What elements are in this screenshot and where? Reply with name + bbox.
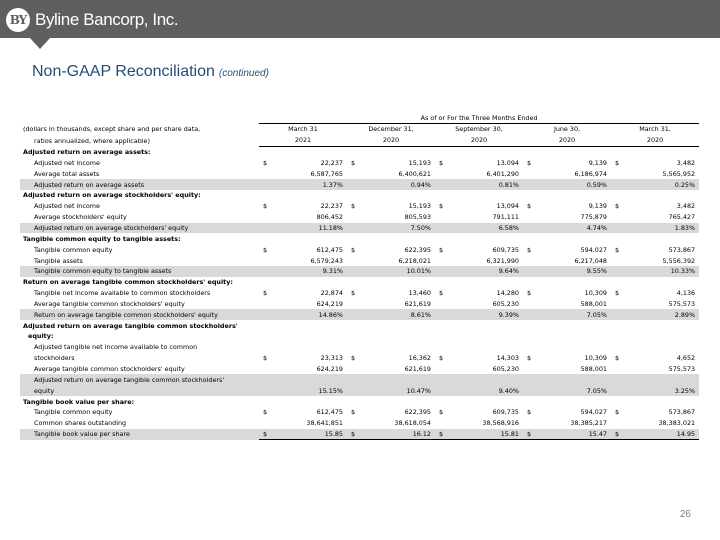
- currency-symbol: [259, 168, 269, 179]
- value-cell: 621,619: [404, 299, 431, 308]
- value-cell: 1.83%: [621, 223, 699, 234]
- column-header-year: 2021: [259, 135, 347, 146]
- currency-symbol: $: [527, 289, 532, 298]
- table-row: [20, 353, 699, 364]
- currency-symbol: [347, 168, 357, 179]
- section-heading-row: [20, 146, 699, 157]
- value-cell: 6,217,048: [574, 256, 607, 265]
- currency-symbol: [611, 418, 621, 429]
- value-cell: 9,139: [588, 202, 607, 211]
- value-cell: 38,618,054: [394, 419, 431, 428]
- value-cell: 0.59%: [533, 179, 611, 190]
- value-cell: 14.95: [621, 429, 699, 440]
- value-cell: 5,556,392: [662, 256, 696, 265]
- currency-symbol: $: [263, 354, 268, 363]
- value-cell: 622,395: [404, 245, 431, 254]
- row-label: stockholders: [34, 354, 75, 363]
- byline-logo: [6, 8, 178, 32]
- section-heading: Return on average tangible common stockholders' equity:: [23, 278, 233, 287]
- currency-symbol: [611, 179, 621, 190]
- column-header-row-1: [20, 124, 699, 135]
- column-header-period: March 31: [288, 125, 318, 134]
- row-label: Tangible net income available to common stockholders: [34, 289, 211, 298]
- value-cell: 15,193: [408, 202, 431, 211]
- currency-symbol: [523, 309, 533, 320]
- currency-symbol: $: [263, 202, 268, 211]
- table-row: [20, 429, 699, 440]
- currency-symbol: [611, 255, 621, 266]
- banner-notch: [30, 38, 50, 49]
- currency-symbol: [435, 385, 445, 396]
- column-header-year: 2020: [611, 135, 699, 146]
- value-cell: 575,573: [668, 299, 696, 308]
- currency-symbol: $: [351, 289, 356, 298]
- currency-symbol: [259, 385, 269, 396]
- value-cell: 4,136: [676, 289, 696, 298]
- reconciliation-table: [20, 113, 699, 440]
- value-cell: 6,186,974: [574, 169, 607, 178]
- value-cell: 7.05%: [533, 385, 611, 396]
- currency-symbol: [611, 212, 621, 223]
- section-heading: Adjusted return on average stockholders' equity:: [23, 191, 201, 200]
- value-cell: 15.81: [445, 429, 523, 440]
- value-cell: 22,237: [320, 158, 343, 167]
- value-cell: 609,735: [492, 408, 519, 417]
- value-cell: 23,313: [320, 354, 343, 363]
- currency-symbol: [611, 364, 621, 375]
- currency-symbol: $: [439, 354, 444, 363]
- value-cell: 15,193: [408, 158, 431, 167]
- currency-symbol: [347, 364, 357, 375]
- column-header-row-2: [20, 135, 699, 146]
- currency-symbol: $: [527, 354, 532, 363]
- section-heading: Tangible common equity to tangible assets:: [23, 234, 181, 243]
- currency-symbol: [435, 309, 445, 320]
- table-description-line1: (dollars in thousands, except share and per share data,: [23, 125, 201, 134]
- row-label: Tangible book value per share: [20, 429, 259, 440]
- currency-symbol: $: [615, 354, 620, 363]
- currency-symbol: [347, 179, 357, 190]
- value-cell: 588,001: [580, 364, 607, 373]
- value-cell: 10.47%: [357, 385, 435, 396]
- row-label: Tangible common equity: [34, 245, 113, 254]
- currency-symbol: [435, 212, 445, 223]
- currency-symbol: [523, 385, 533, 396]
- currency-symbol: $: [523, 429, 533, 440]
- value-cell: 573,867: [668, 245, 696, 254]
- value-cell: 9.55%: [533, 266, 611, 277]
- value-cell: 6,218,021: [398, 256, 431, 265]
- currency-symbol: $: [615, 202, 620, 211]
- value-cell: 7.05%: [533, 309, 611, 320]
- currency-symbol: [523, 299, 533, 310]
- currency-symbol: $: [435, 429, 445, 440]
- currency-symbol: [259, 212, 269, 223]
- currency-symbol: [523, 266, 533, 277]
- currency-symbol: $: [439, 289, 444, 298]
- currency-symbol: $: [527, 408, 532, 417]
- value-cell: 588,001: [580, 299, 607, 308]
- currency-symbol: $: [439, 202, 444, 211]
- currency-symbol: [611, 385, 621, 396]
- section-heading-row: [20, 277, 699, 288]
- currency-symbol: [435, 299, 445, 310]
- page-number: 26: [679, 509, 691, 520]
- value-cell: 622,395: [404, 408, 431, 417]
- table-row: [20, 201, 699, 212]
- value-cell: 10.01%: [357, 266, 435, 277]
- currency-symbol: $: [527, 158, 532, 167]
- value-cell: 10,309: [584, 289, 607, 298]
- table-row: [20, 179, 699, 190]
- currency-symbol: [347, 299, 357, 310]
- row-label: Adjusted net income: [34, 158, 100, 167]
- value-cell: 594,027: [580, 245, 607, 254]
- column-header-period: September 30,: [455, 125, 503, 134]
- value-cell: 14,280: [496, 289, 519, 298]
- value-cell: 6.58%: [445, 223, 523, 234]
- table-row: [20, 364, 699, 375]
- currency-symbol: $: [351, 408, 356, 417]
- value-cell: 4,652: [676, 354, 696, 363]
- currency-symbol: $: [351, 354, 356, 363]
- currency-symbol: $: [259, 429, 269, 440]
- value-cell: 2.89%: [621, 309, 699, 320]
- section-heading-row: [20, 233, 699, 244]
- currency-symbol: $: [263, 158, 268, 167]
- section-heading: Adjusted return on average tangible common stockholders': [23, 321, 238, 330]
- currency-symbol: [259, 179, 269, 190]
- currency-symbol: [435, 179, 445, 190]
- currency-symbol: [611, 309, 621, 320]
- row-label: Common shares outstanding: [34, 419, 127, 428]
- column-header-period: June 30,: [553, 125, 581, 134]
- currency-symbol: [259, 309, 269, 320]
- row-label: Tangible assets: [34, 256, 83, 265]
- currency-symbol: [435, 168, 445, 179]
- period-heading-row: [20, 113, 699, 124]
- currency-symbol: $: [439, 245, 444, 254]
- value-cell: 15.15%: [269, 385, 347, 396]
- row-label: Average stockholders' equity: [34, 213, 127, 222]
- table-row: [20, 266, 699, 277]
- currency-symbol: $: [527, 202, 532, 211]
- currency-symbol: [435, 418, 445, 429]
- table-row: [20, 288, 699, 299]
- value-cell: 624,219: [316, 364, 343, 373]
- currency-symbol: [347, 309, 357, 320]
- value-cell: 13,094: [496, 158, 519, 167]
- value-cell: 805,593: [404, 213, 431, 222]
- currency-symbol: $: [263, 245, 268, 254]
- currency-symbol: [523, 179, 533, 190]
- currency-symbol: $: [263, 289, 268, 298]
- value-cell: 3,482: [676, 158, 696, 167]
- currency-symbol: $: [615, 245, 620, 254]
- currency-symbol: $: [439, 158, 444, 167]
- currency-symbol: $: [527, 245, 532, 254]
- blank-cell: [20, 113, 259, 124]
- currency-symbol: $: [347, 429, 357, 440]
- currency-symbol: [259, 418, 269, 429]
- currency-symbol: $: [351, 158, 356, 167]
- period-heading: As of or For the Three Months Ended: [259, 113, 699, 124]
- value-cell: 1.37%: [269, 179, 347, 190]
- value-cell: 9.64%: [445, 266, 523, 277]
- row-label: Adjusted return on average assets: [20, 179, 259, 190]
- value-cell: 806,452: [316, 213, 343, 222]
- section-heading-row-cont: [20, 331, 699, 342]
- currency-symbol: [523, 168, 533, 179]
- table-row: [20, 212, 699, 223]
- currency-symbol: [611, 168, 621, 179]
- value-cell: 9.31%: [269, 266, 347, 277]
- value-cell: 775,879: [580, 213, 607, 222]
- table-row: [20, 407, 699, 418]
- value-cell: 6,587,765: [310, 169, 343, 178]
- value-cell: 13,460: [408, 289, 431, 298]
- value-cell: 13,094: [496, 202, 519, 211]
- currency-symbol: [259, 255, 269, 266]
- table-row: [20, 168, 699, 179]
- value-cell: 594,027: [580, 408, 607, 417]
- logo-mark: BY: [6, 8, 30, 32]
- value-cell: 14.86%: [269, 309, 347, 320]
- currency-symbol: $: [615, 158, 620, 167]
- currency-symbol: [259, 299, 269, 310]
- row-label: Average tangible common stockholders' equity: [34, 364, 185, 373]
- value-cell: 16,362: [408, 354, 431, 363]
- value-cell: 0.81%: [445, 179, 523, 190]
- table-row: [20, 158, 699, 169]
- top-banner: [0, 0, 720, 38]
- table-row: [20, 244, 699, 255]
- value-cell: 4.74%: [533, 223, 611, 234]
- currency-symbol: [435, 266, 445, 277]
- column-header-period: December 31,: [368, 125, 414, 134]
- brand-name: Byline Bancorp, Inc.: [35, 10, 179, 29]
- value-cell: 791,111: [492, 213, 519, 222]
- section-heading-cont: equity:: [28, 332, 54, 341]
- row-label: Adjusted tangible net income available to common: [34, 343, 198, 352]
- currency-symbol: [347, 266, 357, 277]
- currency-symbol: [611, 266, 621, 277]
- value-cell: 7.50%: [357, 223, 435, 234]
- currency-symbol: [523, 212, 533, 223]
- currency-symbol: $: [611, 429, 621, 440]
- currency-symbol: [523, 364, 533, 375]
- value-cell: 6,401,290: [486, 169, 519, 178]
- value-cell: 10.33%: [621, 266, 699, 277]
- table-row-label-line: [20, 374, 699, 385]
- page-title: [32, 63, 269, 81]
- currency-symbol: [611, 223, 621, 234]
- value-cell: 22,237: [320, 202, 343, 211]
- column-header-year: 2020: [523, 135, 611, 146]
- value-cell: 3,482: [676, 202, 696, 211]
- table-row: [20, 385, 699, 396]
- value-cell: 765,427: [668, 213, 696, 222]
- currency-symbol: $: [351, 245, 356, 254]
- value-cell: 38,385,217: [570, 419, 607, 428]
- row-label: Tangible common equity: [34, 408, 113, 417]
- value-cell: 5,565,952: [662, 169, 696, 178]
- value-cell: 612,475: [316, 408, 343, 417]
- currency-symbol: [435, 223, 445, 234]
- value-cell: 38,568,916: [482, 419, 519, 428]
- value-cell: 624,219: [316, 299, 343, 308]
- value-cell: 14,303: [496, 354, 519, 363]
- currency-symbol: [523, 255, 533, 266]
- table-row: [20, 299, 699, 310]
- row-label: Adjusted net income: [34, 202, 100, 211]
- title-subtitle: (continued): [218, 68, 269, 79]
- value-cell: 8.61%: [357, 309, 435, 320]
- currency-symbol: $: [615, 289, 620, 298]
- table-row: [20, 309, 699, 320]
- value-cell: 575,573: [668, 364, 696, 373]
- currency-symbol: [347, 418, 357, 429]
- row-label: Tangible common equity to tangible assets: [20, 266, 259, 277]
- value-cell: 9.39%: [445, 309, 523, 320]
- currency-symbol: [523, 418, 533, 429]
- value-cell: 609,735: [492, 245, 519, 254]
- currency-symbol: [523, 223, 533, 234]
- currency-symbol: $: [263, 408, 268, 417]
- value-cell: 15.85: [269, 429, 347, 440]
- value-cell: 6,579,243: [310, 256, 343, 265]
- value-cell: 0.25%: [621, 179, 699, 190]
- value-cell: 6,321,990: [486, 256, 519, 265]
- value-cell: 621,619: [404, 364, 431, 373]
- column-header-year: 2020: [435, 135, 523, 146]
- value-cell: 15.47: [533, 429, 611, 440]
- value-cell: 9,139: [588, 158, 607, 167]
- row-label: equity: [20, 385, 259, 396]
- currency-symbol: [259, 266, 269, 277]
- value-cell: 0.94%: [357, 179, 435, 190]
- value-cell: 10,309: [584, 354, 607, 363]
- row-label: Adjusted return on average tangible common stockholders': [20, 374, 699, 385]
- currency-symbol: [611, 299, 621, 310]
- table-row: [20, 223, 699, 234]
- row-label: Adjusted return on average stockholders' equity: [20, 223, 259, 234]
- table-description-line2: ratios annualized, where applicable): [34, 136, 150, 145]
- currency-symbol: [347, 223, 357, 234]
- currency-symbol: [259, 364, 269, 375]
- value-cell: 605,230: [492, 364, 519, 373]
- section-heading: Adjusted return on average assets:: [23, 148, 151, 157]
- value-cell: 11.18%: [269, 223, 347, 234]
- section-heading: Tangible book value per share:: [23, 397, 135, 406]
- currency-symbol: $: [439, 408, 444, 417]
- section-heading-row: [20, 190, 699, 201]
- section-heading-row: [20, 320, 699, 331]
- value-cell: 22,874: [320, 289, 343, 298]
- value-cell: 38,383,021: [658, 419, 696, 428]
- value-cell: 612,475: [316, 245, 343, 254]
- section-heading-row: [20, 396, 699, 407]
- currency-symbol: $: [615, 408, 620, 417]
- table-row-label-line: [20, 342, 699, 353]
- title-text: Non-GAAP Reconciliation: [32, 63, 215, 80]
- currency-symbol: [259, 223, 269, 234]
- row-label: Return on average tangible common stockholders' equity: [20, 309, 259, 320]
- currency-symbol: [347, 385, 357, 396]
- currency-symbol: $: [351, 202, 356, 211]
- value-cell: 9.40%: [445, 385, 523, 396]
- currency-symbol: [347, 255, 357, 266]
- column-header-year: 2020: [347, 135, 435, 146]
- value-cell: 16.12: [357, 429, 435, 440]
- row-label: Average tangible common stockholders' equity: [34, 299, 185, 308]
- currency-symbol: [435, 255, 445, 266]
- value-cell: 605,230: [492, 299, 519, 308]
- value-cell: 6,400,621: [398, 169, 431, 178]
- value-cell: 38,641,851: [306, 419, 343, 428]
- currency-symbol: [347, 212, 357, 223]
- column-header-period: March 31,: [639, 125, 671, 134]
- value-cell: 573,867: [668, 408, 696, 417]
- table-row: [20, 418, 699, 429]
- value-cell: 3.25%: [621, 385, 699, 396]
- row-label: Average total assets: [34, 169, 100, 178]
- table-row: [20, 255, 699, 266]
- currency-symbol: [435, 364, 445, 375]
